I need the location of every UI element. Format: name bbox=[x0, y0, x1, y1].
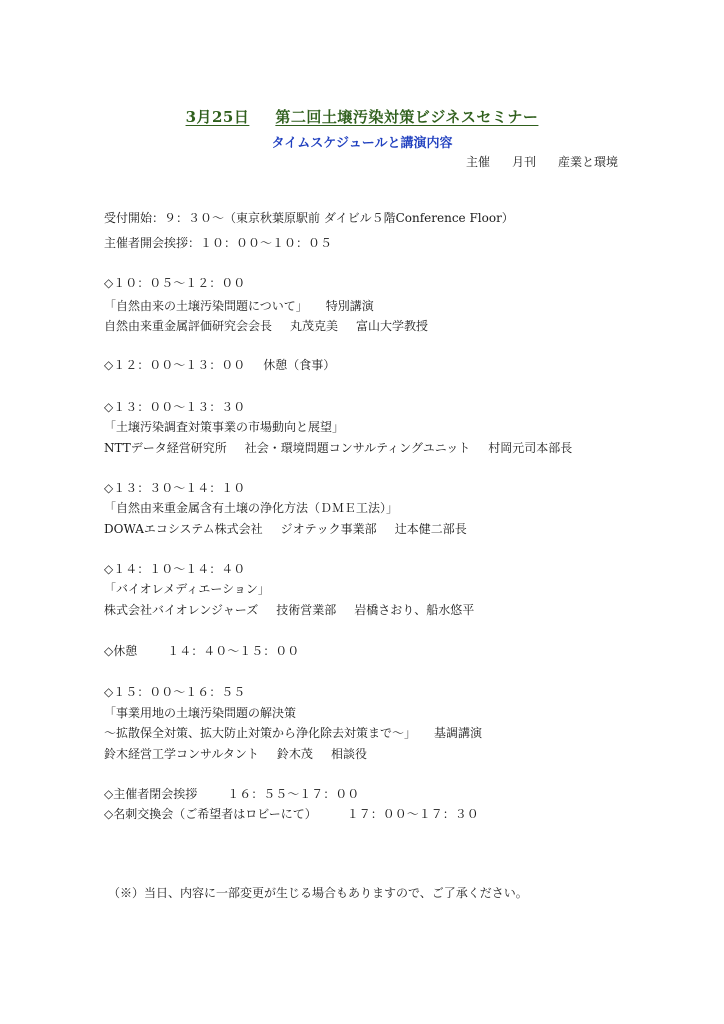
session-4-speaker-line bbox=[104, 602, 474, 618]
organizer-label: 主催 bbox=[465, 155, 490, 169]
session-5-title-line2-text: ～拡散保全対策、拡大防止対策から浄化除去対策まで～」 bbox=[104, 726, 417, 740]
session-1-time: ◇１０：０５～１２：００ bbox=[104, 276, 246, 290]
session-2-org: NTTデータ経営研究所 bbox=[104, 441, 227, 455]
page-subtitle: タイムスケジュールと講演内容 bbox=[271, 136, 453, 151]
lunch-break-time: ◇１２：００～１３：００ bbox=[104, 358, 246, 372]
session-1-speaker: 丸茂克美 bbox=[290, 319, 339, 333]
session-4-time: ◇１４：１０～１４：４０ bbox=[104, 562, 246, 576]
networking-time: １７：００～１７：３０ bbox=[346, 807, 479, 821]
closing-label: ◇主催者閉会挨拶 bbox=[104, 787, 198, 801]
session-5-title-line2 bbox=[104, 725, 482, 741]
session-1-org: 自然由来重金属評価研究会会長 bbox=[104, 319, 273, 333]
session-5-speaker: 鈴木茂 bbox=[276, 747, 313, 761]
session-3-speaker-line bbox=[104, 521, 467, 537]
session-1-kind: 特別講演 bbox=[325, 299, 374, 313]
opening-greeting-line: 主催者開会挨拶：１０：００～１０：０５ bbox=[104, 236, 333, 250]
reception-line: 受付開始：９：３０～（東京秋葉原駅前 ダイビル５階Conference Floor） bbox=[104, 211, 514, 225]
title-date: 3月25日 bbox=[185, 108, 250, 126]
session-1-title-line bbox=[104, 298, 374, 314]
session-4-org: 株式会社バイオレンジャーズ bbox=[104, 603, 259, 617]
session-4-title: 「バイオレメディエーション」 bbox=[104, 582, 270, 596]
session-2-dept: 社会・環境問題コンサルティングユニット bbox=[244, 441, 471, 455]
organizer-line bbox=[466, 153, 618, 170]
session-3-time: ◇１３：３０～１４：１０ bbox=[104, 481, 246, 495]
organizer-publication: 月刊 bbox=[511, 155, 536, 169]
session-5-org: 鈴木経営工学コンサルタント bbox=[104, 747, 259, 761]
session-3-org: DOWAエコシステム株式会社 bbox=[104, 522, 263, 536]
organizer-name: 産業と環境 bbox=[557, 155, 618, 169]
closing-time: １６：５５～１７：００ bbox=[227, 787, 360, 801]
session-4-speaker: 岩橋さおり、船水悠平 bbox=[354, 603, 475, 617]
session-2-time: ◇１３：００～１３：３０ bbox=[104, 400, 246, 414]
session-1-title: 「自然由来の土壌汚染問題について」 bbox=[104, 299, 308, 313]
footer-note: （※）当日、内容に一部変更が生じる場合もありますので、ご了承ください。 bbox=[108, 886, 528, 900]
closing-greeting-line bbox=[104, 786, 359, 802]
lunch-break-label: 休憩（食事） bbox=[263, 358, 336, 372]
session-3-speaker: 辻本健二部長 bbox=[394, 522, 467, 536]
session-3-dept: ジオテック事業部 bbox=[280, 522, 377, 536]
afternoon-break-label: ◇休憩 bbox=[104, 644, 138, 658]
title-main: 第二回土壌汚染対策ビジネスセミナー bbox=[275, 108, 539, 126]
session-5-kind: 基調講演 bbox=[434, 726, 483, 740]
session-4-dept: 技術営業部 bbox=[276, 603, 337, 617]
afternoon-break-line bbox=[104, 643, 299, 659]
page-title bbox=[0, 106, 724, 127]
session-5-speaker-line bbox=[104, 746, 367, 762]
session-1-speaker-line bbox=[104, 318, 428, 334]
session-5-role: 相談役 bbox=[330, 747, 367, 761]
session-2-speaker-line bbox=[104, 440, 572, 456]
session-3-title: 「自然由来重金属含有土壌の浄化方法（ＤＭＥ工法）」 bbox=[104, 501, 399, 515]
session-1-role: 富山大学教授 bbox=[356, 319, 429, 333]
lunch-break-line bbox=[104, 357, 335, 373]
session-2-speaker: 村岡元司本部長 bbox=[488, 441, 573, 455]
session-2-title: 「土壌汚染調査対策事業の市場動向と展望」 bbox=[104, 420, 345, 434]
session-5-title-line1: 「事業用地の土壌汚染問題の解決策 bbox=[104, 706, 297, 720]
networking-label: ◇名刺交換会（ご希望者はロビーにて） bbox=[104, 807, 317, 821]
session-5-time: ◇１５：００～１６：５５ bbox=[104, 685, 246, 699]
afternoon-break-time: １４：４０～１５：００ bbox=[167, 644, 300, 658]
networking-line bbox=[104, 806, 479, 822]
